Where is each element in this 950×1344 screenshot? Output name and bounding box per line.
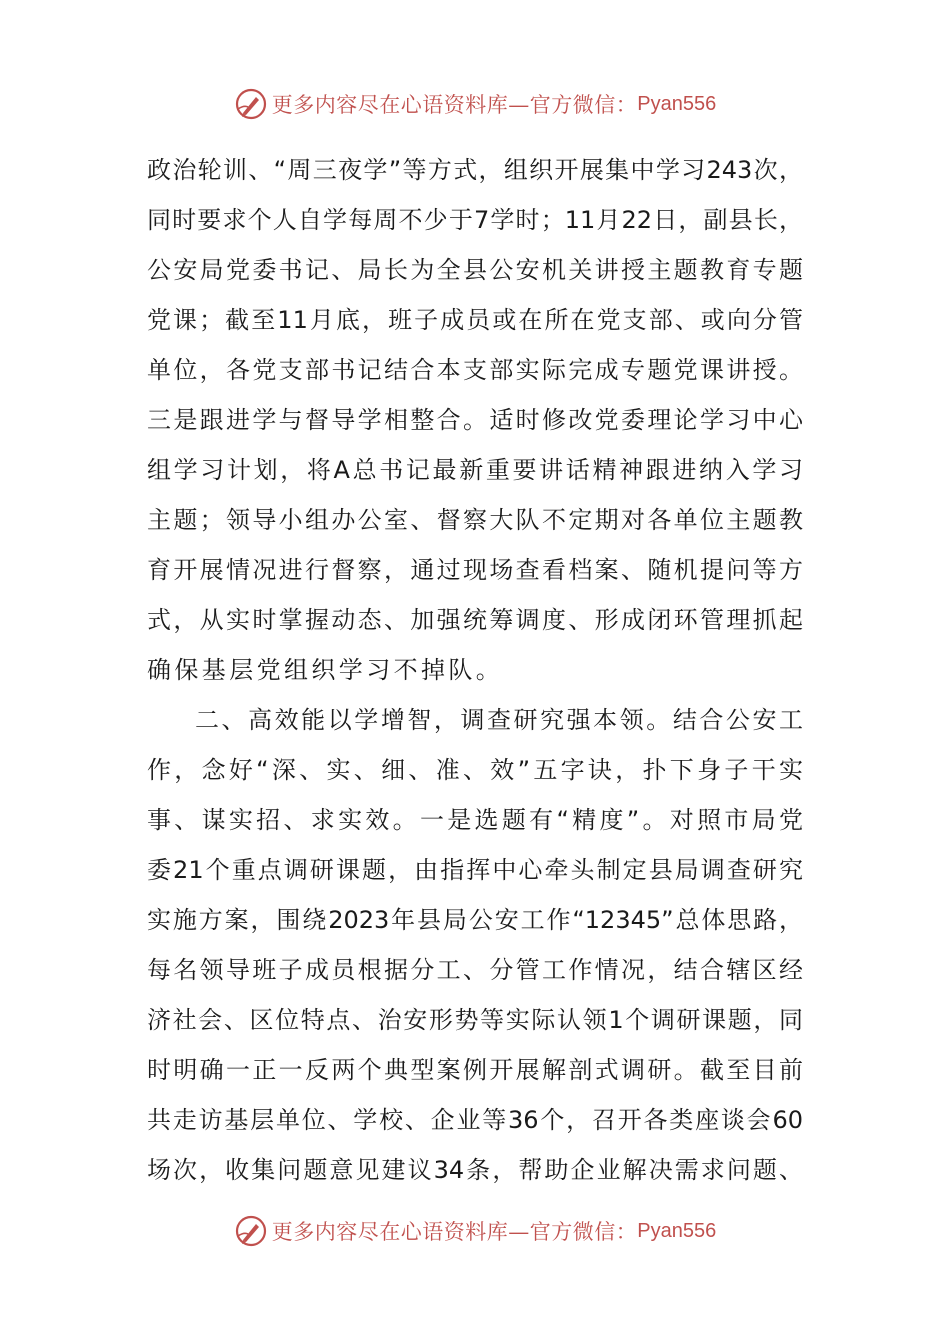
body-line: 时明确一正一反两个典型案例开展解剖式调研。截至目前 bbox=[147, 1056, 803, 1084]
body-line: 同时要求个人自学每周不少于7学时；11月22日，副县长， bbox=[147, 206, 803, 234]
body-line: 确保基层党组织学习不掉队。 bbox=[147, 656, 504, 684]
body-line: 公安局党委书记、局长为全县公安机关讲授主题教育专题 bbox=[147, 256, 803, 284]
body-line: 政治轮训、“周三夜学”等方式，组织开展集中学习243次， bbox=[147, 156, 803, 184]
watermark-wechat-id: Pyan556 bbox=[637, 92, 717, 115]
watermark-wechat-id: Pyan556 bbox=[637, 1219, 717, 1242]
body-line: 党课；截至11月底，班子成员或在所在党支部、或向分管 bbox=[147, 306, 803, 334]
header-watermark bbox=[0, 82, 950, 126]
body-line: 育开展情况进行督察，通过现场查看档案、随机提问等方 bbox=[147, 556, 803, 584]
pen-logo-icon bbox=[234, 1214, 268, 1248]
body-line: 共走访基层单位、学校、企业等36个，召开各类座谈会60 bbox=[147, 1106, 803, 1134]
body-line: 事、谋实招、求实效。一是选题有“精度”。对照市局党 bbox=[147, 806, 803, 834]
body-line: 主题；领导小组办公室、督察大队不定期对各单位主题教 bbox=[147, 506, 803, 534]
body-line: 三是跟进学与督导学相整合。适时修改党委理论学习中心 bbox=[147, 406, 803, 434]
body-line: 式，从实时掌握动态、加强统筹调度、形成闭环管理抓起 bbox=[147, 606, 803, 634]
body-line: 单位，各党支部书记结合本支部实际完成专题党课讲授。 bbox=[147, 356, 803, 384]
section-heading-line: 二、高效能以学增智，调查研究强本领。结合公安工 bbox=[195, 706, 803, 734]
body-line: 实施方案，围绕2023年县局公安工作“12345”总体思路， bbox=[147, 906, 803, 934]
watermark-text: 更多内容尽在心语资料库—官方微信： bbox=[271, 93, 638, 117]
watermark-text: 更多内容尽在心语资料库—官方微信： bbox=[271, 1220, 638, 1244]
body-line: 场次，收集问题意见建议34条，帮助企业解决需求问题、 bbox=[147, 1156, 803, 1184]
body-line: 组学习计划，将A总书记最新重要讲话精神跟进纳入学习 bbox=[147, 456, 803, 484]
body-line: 每名领导班子成员根据分工、分管工作情况，结合辖区经 bbox=[147, 956, 803, 984]
body-line: 委21个重点调研课题，由指挥中心牵头制定县局调查研究 bbox=[147, 856, 803, 884]
body-line: 作，念好“深、实、细、准、效”五字诀，扑下身子干实 bbox=[147, 756, 803, 784]
footer-watermark bbox=[0, 1209, 950, 1253]
body-line: 济社会、区位特点、治安形势等实际认领1个调研课题，同 bbox=[147, 1006, 803, 1034]
pen-logo-icon bbox=[234, 87, 268, 121]
